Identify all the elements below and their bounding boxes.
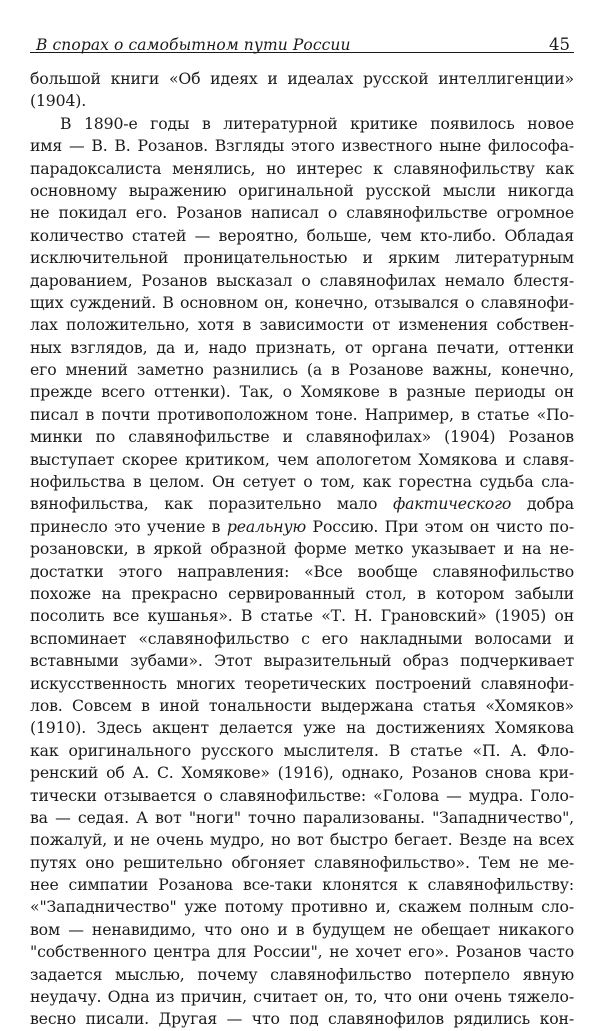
text-line: лов. Совсем в иной тональности выдержана статья «Хомяков» — [30, 695, 574, 715]
text-line: нее симпатии Розанова все-таки клонятся к славянофильству: — [30, 875, 574, 895]
text-line: парадоксалиста менялись, но интерес к славянофильству как — [30, 158, 574, 178]
text-line: количество статей — вероятно, больше, чем кто-либо. Обладая — [30, 225, 574, 245]
text-line: как оригинального русского мыслителя. В статье «П. А. Фло- — [30, 740, 574, 760]
text-line: задается мыслью, почему славянофильство потерпело явную — [30, 964, 574, 984]
body-text — [30, 68, 574, 1031]
text-line: вспоминает «славянофильство с его накладными волосами и — [30, 628, 574, 648]
text-line: (1910). Здесь акцент делается уже на достижениях Хомякова — [30, 718, 574, 738]
text-line — [30, 516, 574, 538]
text-run: вянофильства, как поразительно мало — [30, 494, 393, 514]
emphasis-text: реальную — [226, 516, 307, 536]
text-line: нофильства в целом. Он сетует о том, как горестна судьба сла- — [30, 472, 574, 492]
text-line: путях оно решительно обгоняет славянофильство». Тем не ме- — [30, 852, 574, 872]
text-line: не покидал его. Розанов написал о славянофильстве огромное — [30, 203, 574, 223]
text-line: тически отзывается о славянофильстве: «Голова — мудра. Голо- — [30, 785, 574, 805]
text-line: вом — ненавидимо, что оно и в будущем не обещает никакого — [30, 919, 574, 939]
text-line: основному выражению оригинальной русской мысли никогда — [30, 180, 574, 200]
text-line: выступает скорее критиком, чем апологетом Хомякова и славя- — [30, 449, 574, 469]
text-line: щих суждений. В основном он, конечно, отзывался о славянофи- — [30, 292, 574, 312]
text-line: минки по славянофильстве и славянофилах» (1904) Розанов — [30, 427, 574, 447]
text-line — [30, 493, 574, 515]
text-line: неудачу. Одна из причин, считает он, то, что они очень тяжело- — [30, 987, 574, 1007]
text-run: добра — [511, 494, 574, 514]
text-line: вставными зубами». Этот выразительный образ подчеркивает — [30, 651, 574, 671]
text-line: весно писали. Другая — что под славянофилов рядились кон- — [30, 1009, 574, 1029]
text-line: розановски, в яркой образной форме метко указывает и на не- — [30, 539, 574, 559]
text-line: его мнений заметно разнились (а в Розанове важны, конечно, — [30, 360, 574, 380]
text-line: прежде всего оттенки). Так, о Хомякове в разные периоды он — [30, 382, 574, 402]
text-line: писал в почти противоположном тоне. Например, в статье «По- — [30, 404, 574, 424]
text-run: принесло это учение в — [30, 516, 227, 536]
text-line: большой книги «Об идеях и идеалах русской интеллигенции» — [30, 69, 574, 88]
text-line: ных взглядов, да и, надо признать, от органа печати, оттенки — [30, 337, 574, 357]
text-line: «"Западничество" уже потому противно и, скажем полным сло- — [30, 897, 574, 917]
text-line: ва — седая. А вот "ноги" точно парализованы. "Западничество", — [30, 807, 574, 827]
running-title: В спорах о самобытном пути России — [36, 36, 351, 54]
text-line: похоже на прекрасно сервированный стол, в котором забыли — [30, 583, 574, 603]
text-line: лах положительно, хотя в зависимости от изменения собствен- — [30, 315, 574, 335]
text-line: исключительной проницательностью и ярким литературным — [30, 248, 574, 268]
book-page — [30, 0, 574, 1029]
page-number: 45 — [549, 35, 570, 54]
text-run: Россию. При этом он чисто по- — [306, 516, 574, 536]
text-line: посолить все кушанья». В статье «Т. Н. Грановский» (1905) он — [30, 606, 574, 626]
text-line: "собственного центра для России", не хочет его». Розанов часто — [30, 942, 574, 962]
running-header — [30, 22, 574, 53]
text-line: (1904). — [30, 91, 87, 111]
text-line: дарованием, Розанов высказал о славянофилах немало блестя- — [30, 270, 574, 290]
text-line: достатки этого направления: «Все вообще славянофильство — [30, 561, 574, 581]
text-line: В 1890-е годы в литературной критике появилось новое — [60, 113, 574, 133]
text-line: имя — В. В. Розанов. Взгляды этого известного ныне философа- — [30, 136, 574, 156]
text-line: ренский об А. С. Хомякове» (1916), однако, Розанов снова кри- — [30, 763, 574, 783]
text-line: искусственность многих теоретических построений славянофи- — [30, 673, 574, 693]
text-line: пожалуй, и не очень мудро, но вот быстро бегает. Везде на всех — [30, 830, 574, 850]
emphasis-text: фактического — [392, 494, 512, 514]
